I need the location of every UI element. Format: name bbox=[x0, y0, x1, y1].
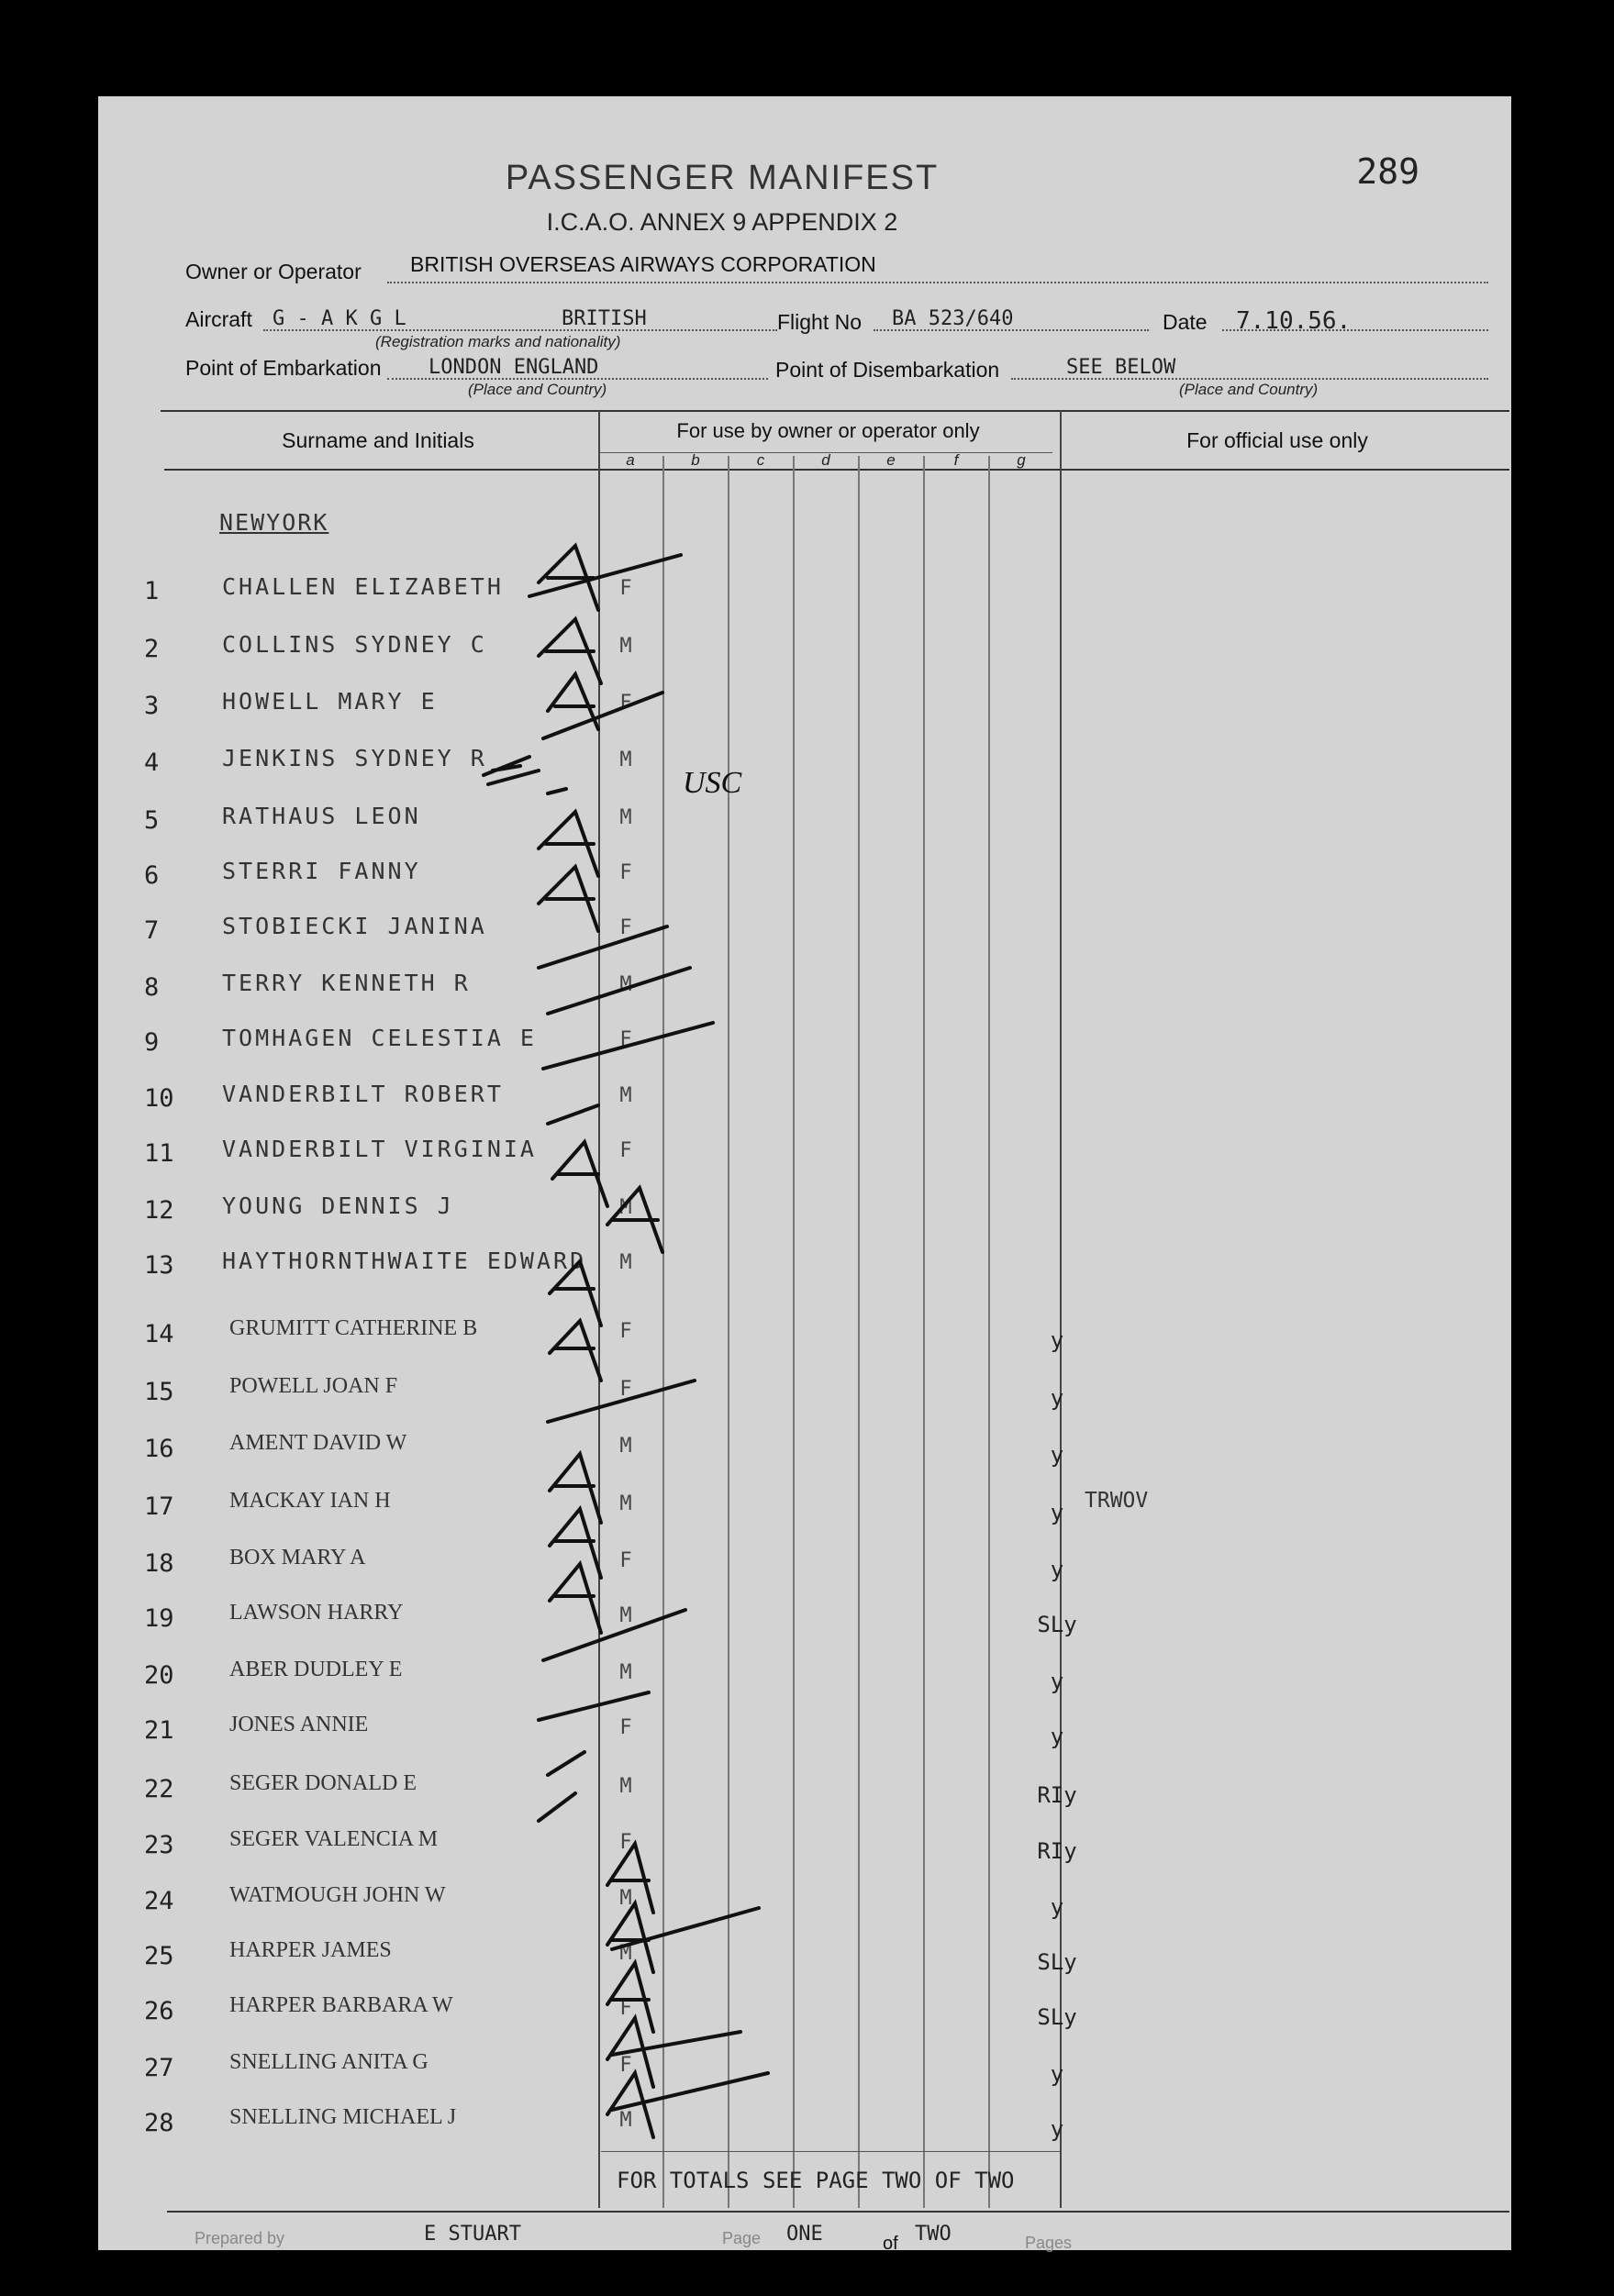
passenger-sex: M bbox=[619, 973, 632, 996]
passenger-name: COLLINS SYDNEY C bbox=[222, 631, 487, 658]
mark-scribble-5 bbox=[484, 757, 539, 784]
registration-note: (Registration marks and nationality) bbox=[375, 333, 621, 350]
mark-a-1 bbox=[539, 546, 598, 610]
row-number: 17 bbox=[144, 1492, 174, 1521]
header-owner-use: For use by owner or operator only bbox=[676, 419, 980, 442]
mark-a-24 bbox=[607, 1844, 653, 1913]
row-number: 8 bbox=[144, 973, 160, 1002]
passenger-name: TOMHAGEN CELESTIA E bbox=[222, 1025, 537, 1051]
passenger-sex: M bbox=[619, 1435, 632, 1458]
passenger-sex: F bbox=[619, 1378, 632, 1401]
passenger-name: SNELLING ANITA G bbox=[229, 2050, 429, 2074]
aircraft-label: Aircraft bbox=[185, 307, 252, 331]
passenger-sex: F bbox=[619, 1716, 632, 1739]
row-number: 21 bbox=[144, 1716, 174, 1745]
row-number: 11 bbox=[144, 1139, 174, 1168]
passenger-name: BOX MARY A bbox=[229, 1546, 366, 1569]
footer-of-label: of bbox=[883, 2234, 898, 2254]
passenger-name: WATMOUGH JOHN W bbox=[229, 1883, 446, 1907]
nationality-value: BRITISH bbox=[562, 307, 647, 330]
page-number: 289 bbox=[1356, 151, 1419, 192]
row-number: 13 bbox=[144, 1251, 174, 1280]
mark-a-2 bbox=[539, 619, 601, 683]
row-number: 18 bbox=[144, 1549, 174, 1578]
disembark-label: Point of Disembarkation bbox=[775, 358, 1000, 382]
passenger-sex: F bbox=[619, 1831, 632, 1854]
row-number: 2 bbox=[144, 635, 160, 663]
document-title: PASSENGER MANIFEST bbox=[505, 159, 940, 197]
column-g-value: RIy bbox=[1037, 1782, 1077, 1808]
owner-value: BRITISH OVERSEAS AIRWAYS CORPORATION bbox=[410, 252, 876, 276]
column-g-value: RIy bbox=[1037, 1838, 1077, 1864]
mark-strike-9 bbox=[548, 968, 690, 1014]
passenger-name: POWELL JOAN F bbox=[229, 1374, 398, 1398]
passenger-sex: F bbox=[619, 577, 632, 600]
row-number: 3 bbox=[144, 692, 160, 720]
totals-note: FOR TOTALS SEE PAGE TWO OF TWO bbox=[617, 2168, 1015, 2193]
mark-strike-4 bbox=[543, 693, 662, 738]
row-number: 16 bbox=[144, 1435, 174, 1463]
row-number: 19 bbox=[144, 1604, 174, 1633]
footer-of-value: TWO bbox=[915, 2223, 952, 2246]
mark-strike-21 bbox=[539, 1692, 649, 1720]
row-number: 4 bbox=[144, 749, 160, 777]
row-number: 14 bbox=[144, 1320, 174, 1348]
passenger-name: RATHAUS LEON bbox=[222, 803, 421, 829]
row-number: 5 bbox=[144, 806, 160, 835]
mark-strike-16 bbox=[548, 1381, 695, 1422]
row-number: 10 bbox=[144, 1084, 174, 1113]
passenger-sex: F bbox=[619, 1997, 632, 2020]
header-official-use: For official use only bbox=[1186, 428, 1368, 452]
passenger-name: TERRY KENNETH R bbox=[222, 970, 471, 996]
mark-a-6 bbox=[539, 812, 598, 876]
mark-a-26 bbox=[607, 1963, 653, 2032]
column-g-value: SLy bbox=[1037, 1949, 1077, 1975]
mark-a-15 bbox=[550, 1321, 601, 1381]
passenger-name: CHALLEN ELIZABETH bbox=[222, 573, 504, 600]
passenger-sex: F bbox=[619, 1028, 632, 1051]
section-heading: NEWYORK bbox=[219, 509, 329, 536]
passenger-sex: M bbox=[619, 749, 632, 771]
row-number: 23 bbox=[144, 1831, 174, 1859]
passenger-name: SNELLING MICHAEL J bbox=[229, 2105, 457, 2129]
mark-a-7 bbox=[539, 867, 598, 931]
passenger-sex: F bbox=[619, 2054, 632, 2077]
document-subtitle: I.C.A.O. ANNEX 9 APPENDIX 2 bbox=[546, 208, 898, 236]
passenger-name: GRUMITT CATHERINE B bbox=[229, 1316, 478, 1340]
column-g-value: y bbox=[1050, 1327, 1064, 1353]
official-use-value: TRWOV bbox=[1085, 1489, 1149, 1513]
passenger-sex: M bbox=[619, 2109, 632, 2132]
passenger-sex: M bbox=[619, 1196, 632, 1219]
passenger-name: HOWELL MARY E bbox=[222, 688, 438, 715]
passenger-sex: F bbox=[619, 692, 632, 715]
passenger-name: VANDERBILT VIRGINIA bbox=[222, 1136, 537, 1162]
row-number: 24 bbox=[144, 1887, 174, 1915]
col-letter-a: a bbox=[626, 451, 635, 469]
footer-page-label: Page bbox=[722, 2229, 762, 2247]
footer-page-value: ONE bbox=[786, 2223, 823, 2246]
column-g-value: y bbox=[1050, 1557, 1064, 1582]
col-letter-b: b bbox=[691, 451, 700, 469]
row-number: 22 bbox=[144, 1775, 174, 1803]
mark-strike-1 bbox=[529, 555, 681, 596]
passenger-name: HARPER JAMES bbox=[229, 1938, 392, 1962]
passenger-name: JENKINS SYDNEY R bbox=[222, 745, 487, 771]
mark-strike-8 bbox=[539, 926, 667, 968]
passenger-sex: F bbox=[619, 916, 632, 939]
passenger-name: YOUNG DENNIS J bbox=[222, 1192, 454, 1219]
row-number: 28 bbox=[144, 2109, 174, 2137]
aircraft-value: G - A K G L bbox=[273, 307, 406, 330]
passenger-sex: F bbox=[619, 1320, 632, 1343]
date-label: Date bbox=[1163, 310, 1208, 334]
column-g-value: y bbox=[1050, 2061, 1064, 2087]
handwritten-marks bbox=[98, 96, 1511, 2250]
passenger-name: STERRI FANNY bbox=[222, 858, 421, 884]
totals-top-rule bbox=[601, 2151, 1060, 2152]
passenger-name: HAYTHORNTHWAITE EDWARD bbox=[222, 1248, 587, 1274]
disembark-place-note: (Place and Country) bbox=[1179, 381, 1319, 398]
passenger-sex: M bbox=[619, 806, 632, 829]
flight-label: Flight No bbox=[777, 310, 863, 334]
passenger-name: ABER DUDLEY E bbox=[229, 1658, 403, 1681]
row-number: 1 bbox=[144, 577, 160, 605]
mark-a-13 bbox=[607, 1188, 662, 1252]
owner-label: Owner or Operator bbox=[185, 260, 362, 283]
passenger-name: VANDERBILT ROBERT bbox=[222, 1081, 504, 1107]
passenger-sex: M bbox=[619, 635, 632, 658]
embark-value: LONDON ENGLAND bbox=[429, 356, 599, 379]
passenger-sex: M bbox=[619, 1084, 632, 1107]
mark-a-14 bbox=[550, 1261, 601, 1325]
passenger-sex: F bbox=[619, 1549, 632, 1572]
passenger-name: HARPER BARBARA W bbox=[229, 1993, 453, 2017]
passenger-sex: F bbox=[619, 861, 632, 884]
passenger-name: JONES ANNIE bbox=[229, 1713, 369, 1736]
passenger-sex: M bbox=[619, 1775, 632, 1798]
mark-dash-5 bbox=[548, 789, 566, 793]
embark-place-note: (Place and Country) bbox=[468, 381, 607, 398]
col-letter-d: d bbox=[821, 451, 830, 469]
passenger-sex: M bbox=[619, 1942, 632, 1965]
passenger-name: LAWSON HARRY bbox=[229, 1601, 404, 1625]
column-g-value: y bbox=[1050, 1500, 1064, 1525]
row-number: 12 bbox=[144, 1196, 174, 1225]
col-letter-c: c bbox=[756, 451, 765, 469]
passenger-sex: M bbox=[619, 1251, 632, 1274]
mark-a-28 bbox=[607, 2073, 768, 2137]
row-number: 7 bbox=[144, 916, 160, 945]
column-g-value: y bbox=[1050, 1724, 1064, 1749]
row-number: 25 bbox=[144, 1942, 174, 1970]
mark-a-12 bbox=[552, 1142, 607, 1206]
passenger-sex: M bbox=[619, 1604, 632, 1627]
col-letter-f: f bbox=[953, 451, 959, 469]
passenger-sex: M bbox=[619, 1661, 632, 1684]
handwritten-note-usc: USC bbox=[683, 766, 742, 800]
footer-prepared-label: Prepared by bbox=[195, 2229, 285, 2247]
manifest-page bbox=[98, 96, 1511, 2254]
column-g-value: y bbox=[1050, 1385, 1064, 1411]
column-g-value: y bbox=[1050, 2116, 1064, 2142]
passenger-name: STOBIECKI JANINA bbox=[222, 913, 487, 939]
embark-label: Point of Embarkation bbox=[185, 356, 382, 380]
column-g-value: SLy bbox=[1037, 2004, 1077, 2030]
row-number: 9 bbox=[144, 1028, 160, 1057]
row-number: 6 bbox=[144, 861, 160, 890]
column-g-value: SLy bbox=[1037, 1612, 1077, 1637]
row-number: 20 bbox=[144, 1661, 174, 1690]
passenger-name: MACKAY IAN H bbox=[229, 1489, 391, 1513]
mark-a-19 bbox=[550, 1564, 601, 1633]
mark-a-25 bbox=[607, 1903, 759, 1972]
mark-strike-20 bbox=[543, 1610, 685, 1660]
mark-strike-11 bbox=[548, 1105, 598, 1124]
mark-strike-22-23 bbox=[539, 1752, 584, 1821]
col-letter-g: g bbox=[1017, 451, 1026, 469]
column-g-value: y bbox=[1050, 1442, 1064, 1468]
passenger-name: SEGER VALENCIA M bbox=[229, 1827, 439, 1851]
passenger-name: SEGER DONALD E bbox=[229, 1771, 417, 1795]
header-surname: Surname and Initials bbox=[282, 428, 474, 452]
passenger-name: AMENT DAVID W bbox=[229, 1431, 407, 1455]
mark-a-27 bbox=[607, 2018, 740, 2087]
date-value: 7.10.56. bbox=[1236, 307, 1352, 335]
footer-pages-label: Pages bbox=[1025, 2234, 1073, 2252]
row-number: 27 bbox=[144, 2054, 174, 2082]
mark-strike-10 bbox=[543, 1023, 713, 1069]
passenger-sex: F bbox=[619, 1139, 632, 1162]
disembark-value: SEE BELOW bbox=[1066, 356, 1176, 379]
flight-value: BA 523/640 bbox=[892, 307, 1014, 330]
row-number: 26 bbox=[144, 1997, 174, 2025]
row-number: 15 bbox=[144, 1378, 174, 1406]
column-g-value: y bbox=[1050, 1669, 1064, 1694]
passenger-sex: M bbox=[619, 1887, 632, 1910]
column-g-value: y bbox=[1050, 1894, 1064, 1920]
passenger-sex: M bbox=[619, 1492, 632, 1515]
table-bottom-rule bbox=[167, 2211, 1509, 2213]
footer-prepared-value: E STUART bbox=[424, 2223, 521, 2246]
col-letter-e: e bbox=[886, 451, 896, 469]
